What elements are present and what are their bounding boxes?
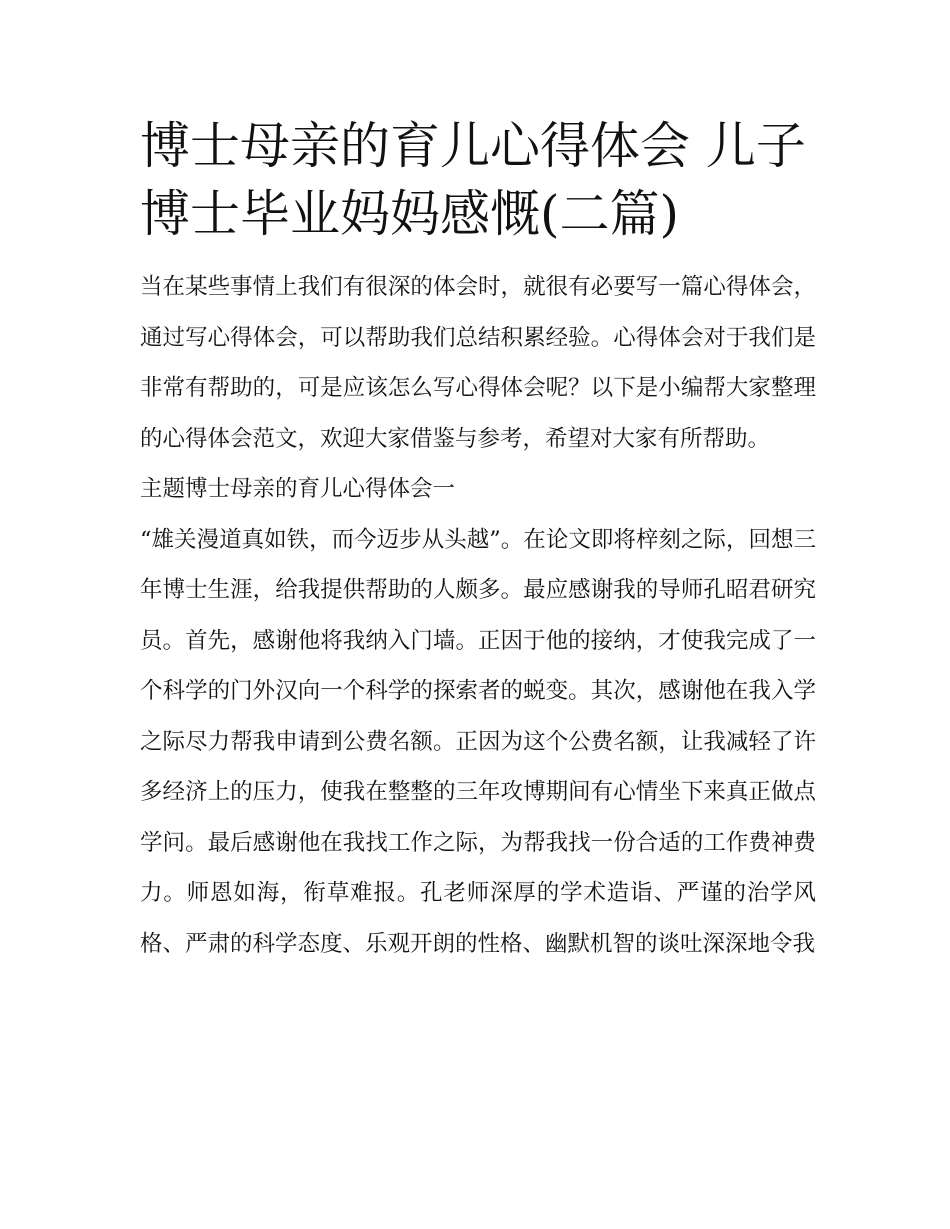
intro-paragraph: 当在某些事情上我们有很深的体会时，就很有必要写一篇心得体会，通过写心得体会，可以帮助我们总结积累经验。心得体会对于我们是非常有帮助的，可是应该怎么写心得体会呢？以下是小编帮大家整理的心得体会范文，欢迎大家借鉴与参考，希望对大家有所帮助。 [140, 274, 816, 452]
section-heading: 主题博士母亲的育儿心得体会一 [140, 476, 456, 502]
section-paragraph: “雄关漫道真如铁，而今迈步从头越”。在论文即将梓刻之际，回想三年博士生涯，给我提供帮助的人颇多。最应感谢我的导师孔昭君研究员。首先，感谢他将我纳入门墙。正因于他的接纳，才使我完成了一个科学的门外汉向一个科学的探索者的蜕变。其次，感谢他在我入学之际尽力帮我申请到公费名额。正因为这个公费名额，让我减轻了许多经济上的压力，使我在整整的三年攻博期间有心情坐下来真正做点学问。最后感谢他在我找工作之际，为帮我找一份合适的工作费神费力。师恩如海，衔草难报。孔老师深厚的学术造诣、严谨的治学风格、严肃的科学态度、乐观开朗的性格、幽默机智的谈吐深深地令我 [140, 526, 816, 957]
document-title: 博士母亲的育儿心得体会 儿子博士毕业妈妈感慨(二篇) [140, 117, 806, 243]
document-page [140, 112, 816, 969]
